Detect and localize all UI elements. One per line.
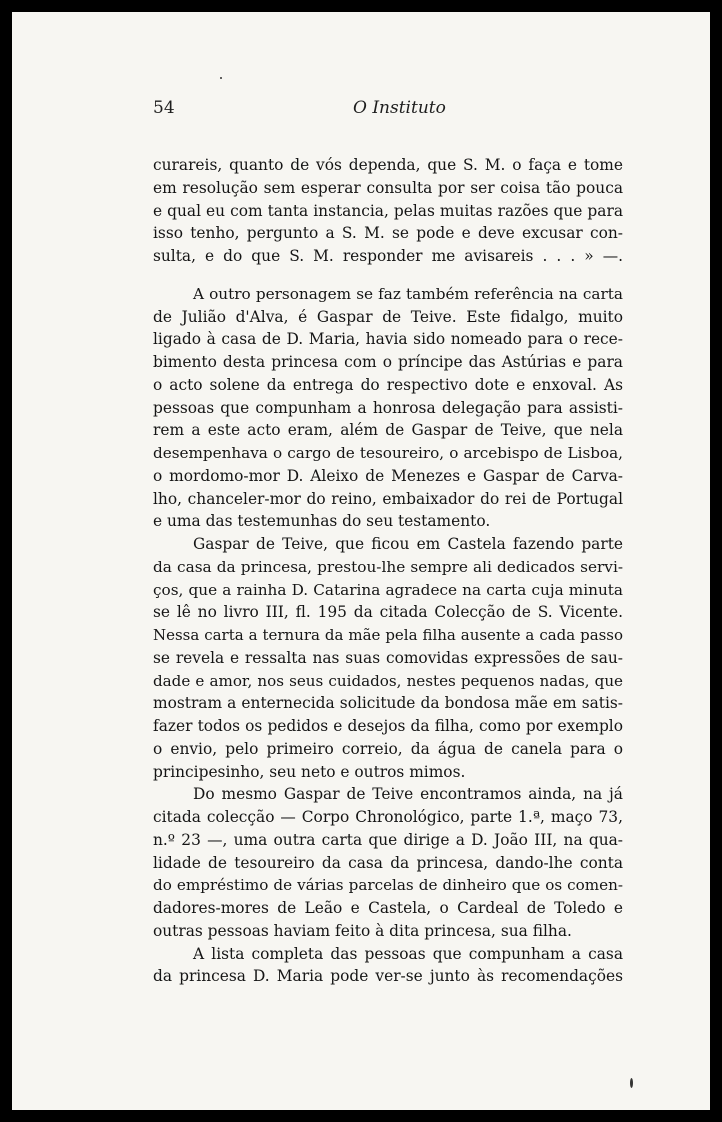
text-line: o acto solene da entrega do respectivo dote e enxoval. As bbox=[153, 375, 623, 394]
ink-speck bbox=[630, 1078, 633, 1088]
text-line: lidade de tesoureiro da casa da princesa, dando-lhe conta bbox=[153, 853, 623, 872]
text-line: ligado à casa de D. Maria, havia sido nomeado para o rece- bbox=[153, 330, 623, 349]
text-line: dade e amor, nos seus cuidados, nestes pequenos nadas, que bbox=[153, 671, 623, 690]
text-line: A lista completa das pessoas que compunham a casa bbox=[193, 944, 623, 963]
journal-title: O Instituto bbox=[353, 98, 446, 118]
text-line: da princesa D. Maria pode ver-se junto às recomendações bbox=[153, 967, 623, 986]
text-line: fazer todos os pedidos e desejos da filha, como por exemplo bbox=[153, 717, 623, 735]
text-line: desempenhava o cargo de tesoureiro, o arcebispo de Lisboa, bbox=[153, 444, 623, 462]
text-line: rem a este acto eram, além de Gaspar de Teive, que nela bbox=[153, 421, 623, 440]
text-line: em resolução sem esperar consulta por ser coisa tão pouca bbox=[153, 178, 623, 197]
body-text bbox=[153, 154, 623, 988]
text-line: se revela e ressalta nas suas comovidas expressões de sau- bbox=[153, 648, 623, 667]
text-line: da casa da princesa, prestou-lhe sempre ali dedicados servi- bbox=[153, 557, 623, 576]
page-number: 54 bbox=[153, 98, 175, 118]
text-line: curareis, quanto de vós dependa, que S. M. o faça e tome bbox=[153, 156, 623, 174]
text-line: dadores-mores de Leão e Castela, o Cardeal de Toledo e bbox=[153, 899, 623, 917]
text-line: A outro personagem se faz também referência na carta bbox=[193, 284, 623, 303]
text-line: bimento desta princesa com o príncipe das Astúrias e para bbox=[153, 353, 623, 371]
text-line: se lê no livro III, fl. 195 da citada Colecção de S. Vicente. bbox=[153, 603, 623, 622]
text-line: principesinho, seu neto e outros mimos. bbox=[153, 762, 466, 781]
page bbox=[12, 12, 710, 1110]
text-line: Nessa carta a ternura da mãe pela filha ausente a cada passo bbox=[153, 626, 623, 644]
text-line: citada colecção — Corpo Chronológico, parte 1.ª, maço 73, bbox=[153, 808, 623, 826]
text-line: o envio, pelo primeiro correio, da água de canela para o bbox=[153, 739, 623, 758]
text-line: do empréstimo de várias parcelas de dinheiro que os comen- bbox=[153, 876, 623, 895]
text-line: Do mesmo Gaspar de Teive encontramos ainda, na já bbox=[193, 785, 623, 804]
text-line: e qual eu com tanta instancia, pelas muitas razões que para bbox=[153, 201, 623, 220]
ink-speck bbox=[220, 77, 222, 79]
text-line: n.º 23 —, uma outra carta que dirige a D. João III, na qua- bbox=[153, 830, 623, 849]
text-line: mostram a enternecida solicitude da bondosa mãe em satis- bbox=[153, 694, 623, 713]
running-header bbox=[153, 98, 660, 122]
text-line: e uma das testemunhas do seu testamento. bbox=[153, 512, 491, 531]
text-line: lho, chanceler-mor do reino, embaixador do rei de Portugal bbox=[153, 489, 623, 508]
text-line: o mordomo-mor D. Aleixo de Menezes e Gaspar de Carva- bbox=[153, 466, 623, 485]
text-line: isso tenho, pergunto a S. M. se pode e deve excusar con- bbox=[153, 224, 623, 243]
text-line: de Julião d'Alva, é Gaspar de Teive. Este fidalgo, muito bbox=[153, 307, 623, 326]
text-line: pessoas que compunham a honrosa delegação para assisti- bbox=[153, 398, 623, 417]
text-line: sulta, e do que S. M. responder me avisareis . . . » —. bbox=[153, 247, 623, 265]
text-line: Gaspar de Teive, que ficou em Castela fazendo parte bbox=[193, 535, 623, 553]
text-line: ços, que a rainha D. Catarina agradece na carta cuja minuta bbox=[153, 580, 623, 599]
text-line: outras pessoas haviam feito à dita princesa, sua filha. bbox=[153, 921, 572, 940]
